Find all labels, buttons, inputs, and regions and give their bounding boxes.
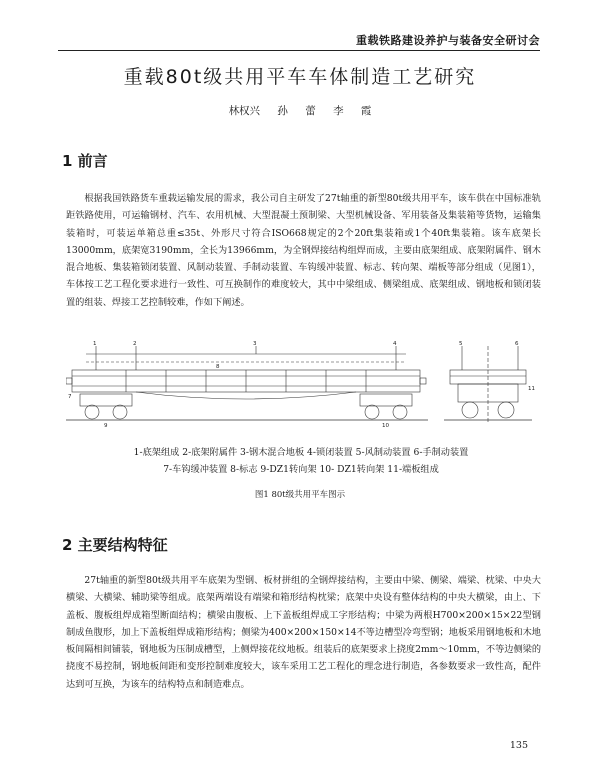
callout-2: 2: [133, 341, 137, 347]
callout-7: 7: [68, 394, 72, 400]
authors: 林权兴 孙 蕾 李 霞: [228, 105, 372, 117]
running-header: [58, 30, 540, 51]
journal-name: 重载铁路建设养护与装备安全研讨会: [356, 34, 540, 47]
page-number: 135: [509, 740, 528, 751]
callout-1: 1: [93, 341, 97, 347]
callout-3: 3: [253, 341, 257, 347]
section-paragraph-intro: 根据我国铁路货车重载运输发展的需求，我公司自主研发了27t轴重的新型80t级共用平车，该车供在中国标准轨距铁路使用，可运输钢材、汽车、农用机械、大型混凝土预制梁、大型机械设备、军用装备及集装箱等货物，运输集装箱时，可装运单箱总重≤35t、外形尺寸符合ISO668规定的2个20ft集装箱或1个40ft集装箱。该车底架长13000mm，底架宽3190mm，全长为13966mm，为全钢焊接结构组焊而成，主要由底架组成、底架附属件、钢木混合地板、集装箱锁闭装置、风制动装置、手制动装置、车钩缓冲装置、标志、转向架、端板等部分组成（见图1），车体按工艺工程化要求进行一致性、可互换制作的难度较大，其中中梁组成、侧梁组成、底架组成、钢地板和锁闭装置的组装、焊接工艺控制较难，作如下阐述。: [66, 193, 541, 308]
callout-11: 11: [528, 386, 535, 392]
section-heading-intro: 1 前言: [62, 152, 108, 170]
callout-9: 9: [104, 423, 108, 428]
figure-legend-line-1: 1-底架组成 2-底架附属件 3-钢木混合地板 4-锁闭装置 5-风制动装置 6-手制动装置: [133, 447, 469, 458]
paper-title: 重载80t级共用平车车体制造工艺研究: [123, 66, 477, 88]
callout-5: 5: [459, 341, 463, 347]
callout-8: 8: [216, 364, 220, 370]
flatcar-drawing: [66, 340, 536, 428]
callout-10: 10: [382, 423, 389, 428]
callout-6: 6: [515, 341, 519, 347]
figure-caption: 图1 80t级共用平车图示: [254, 490, 346, 500]
figure-legend-line-2: 7-车钩缓冲装置 8-标志 9-DZ1转向架 10- DZ1转向架 11-端板组成: [163, 464, 439, 475]
section-heading-structure: 2 主要结构特征: [62, 536, 168, 554]
section-paragraph-structure: 27t轴重的新型80t级共用平车底架为型钢、板材拼组的全钢焊接结构，主要由中梁、侧梁、端梁、枕梁、中央大横梁、大横梁、辅助梁等组成。底架两端设有端梁和箱形结构枕梁；底架中央设有整体结构的中央大横梁，由上、下盖板、腹板组焊成箱型断面结构；横梁由腹板、上下盖板组焊成工字形结构；中梁为两根H700×200×15×22型钢制成鱼腹形，加上下盖板组焊成箱形结构；侧梁为400×200×150×14不等边槽型冷弯型钢；地板采用钢地板和木地板间隔相间铺装，钢地板为压制成槽型，上侧焊接花纹地板。组装后的底架要求上挠度2mm～10mm，不等边侧梁的挠度不易控制，钢地板间距和变形控制难度较大，该车采用工艺工程化的理念进行制造，各参数要求一致性高，配件达到可互换，为该车的结构特点和制造难点。: [66, 575, 542, 690]
callout-4: 4: [393, 341, 397, 347]
